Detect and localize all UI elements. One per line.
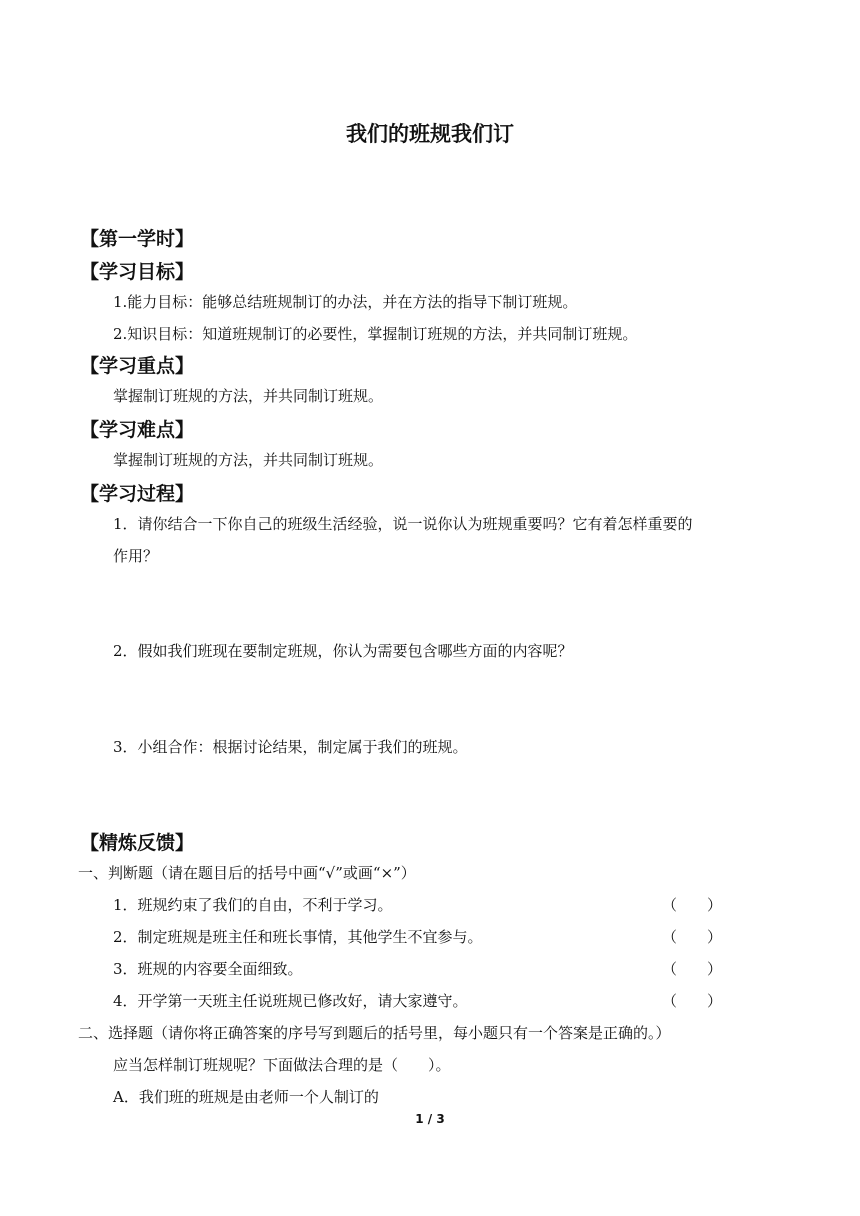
- judge-item: 4．开学第一天班主任说班规已修改好，请大家遵守。: [113, 992, 468, 1010]
- goal-item: 2.知识目标：知道班规制订的必要性，掌握制订班规的方法，并共同制订班规。: [113, 325, 638, 343]
- judge-item: 1．班规约束了我们的自由，不利于学习。: [113, 896, 393, 914]
- answer-bracket: （ ）: [662, 928, 723, 946]
- goals-heading: 【学习目标】: [80, 261, 195, 283]
- difficulties-heading: 【学习难点】: [80, 419, 195, 441]
- choice-question: 应当怎样制订班规呢？下面做法合理的是（ ）。: [113, 1056, 451, 1074]
- process-heading: 【学习过程】: [80, 483, 195, 505]
- process-question-1: 1．请你结合一下你自己的班级生活经验，说一说你认为班规重要吗？它有着怎样重要的: [113, 515, 693, 533]
- process-question-1-cont: 作用？: [113, 547, 159, 565]
- key-points-text: 掌握制订班规的方法，并共同制订班规。: [113, 387, 384, 405]
- answer-bracket: （ ）: [662, 960, 723, 978]
- judge-section-title: 一、判断题（请在题目后的括号中画“√”或画“×”）: [78, 864, 416, 882]
- key-points-heading: 【学习重点】: [80, 355, 195, 377]
- page-title: 我们的班规我们订: [346, 122, 514, 146]
- answer-bracket: （ ）: [662, 896, 723, 914]
- answer-bracket: （ ）: [662, 992, 723, 1010]
- process-question-3: 3．小组合作：根据讨论结果，制定属于我们的班规。: [113, 738, 468, 756]
- page-number: 1 / 3: [415, 1112, 445, 1126]
- lesson-heading: 【第一学时】: [80, 228, 195, 250]
- judge-item: 3．班规的内容要全面细致。: [113, 960, 303, 978]
- feedback-heading: 【精炼反馈】: [80, 832, 195, 854]
- difficulties-text: 掌握制订班规的方法，并共同制订班规。: [113, 451, 384, 469]
- judge-item: 2．制定班规是班主任和班长事情，其他学生不宜参与。: [113, 928, 483, 946]
- choice-option-a: A．我们班的班规是由老师一个人制订的: [113, 1088, 379, 1106]
- process-question-2: 2．假如我们班现在要制定班规，你认为需要包含哪些方面的内容呢？: [113, 642, 573, 660]
- choice-section-title: 二、选择题（请你将正确答案的序号写到题后的括号里，每小题只有一个答案是正确的。）: [78, 1024, 671, 1042]
- goal-item: 1.能力目标：能够总结班规制订的办法，并在方法的指导下制订班规。: [113, 293, 578, 311]
